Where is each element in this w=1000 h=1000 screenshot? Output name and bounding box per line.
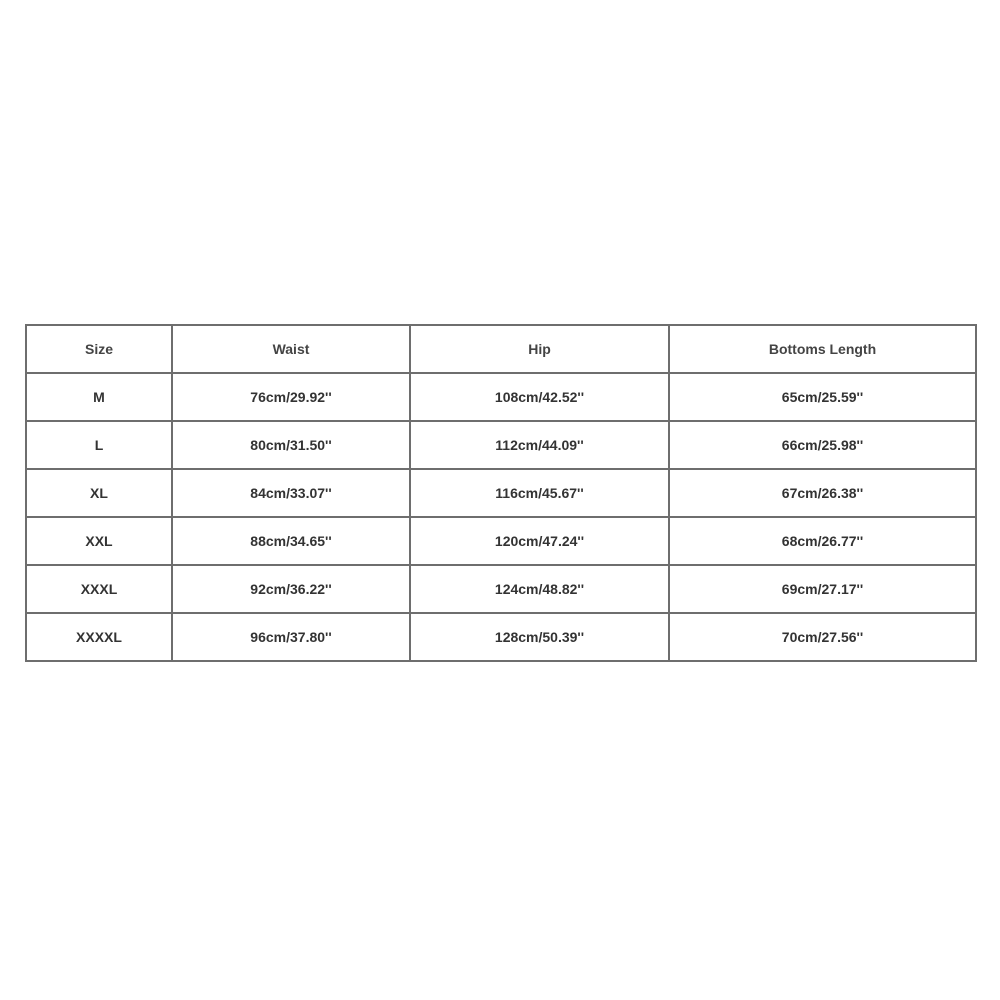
bottoms-length-cell: 66cm/25.98'' [669, 421, 976, 469]
size-cell: L [26, 421, 172, 469]
size-cell: XXXXL [26, 613, 172, 661]
table-row [26, 517, 976, 565]
waist-cell: 76cm/29.92'' [172, 373, 410, 421]
bottoms-length-cell: 70cm/27.56'' [669, 613, 976, 661]
waist-cell: 84cm/33.07'' [172, 469, 410, 517]
hip-cell: 112cm/44.09'' [410, 421, 669, 469]
header-size: Size [26, 325, 172, 373]
hip-cell: 120cm/47.24'' [410, 517, 669, 565]
hip-cell: 108cm/42.52'' [410, 373, 669, 421]
table-row [26, 565, 976, 613]
waist-cell: 96cm/37.80'' [172, 613, 410, 661]
hip-cell: 116cm/45.67'' [410, 469, 669, 517]
bottoms-length-cell: 65cm/25.59'' [669, 373, 976, 421]
size-chart-table [25, 324, 977, 662]
size-cell: XL [26, 469, 172, 517]
table-row [26, 421, 976, 469]
bottoms-length-cell: 67cm/26.38'' [669, 469, 976, 517]
header-waist: Waist [172, 325, 410, 373]
header-bottoms-length: Bottoms Length [669, 325, 976, 373]
size-cell: XXL [26, 517, 172, 565]
size-cell: M [26, 373, 172, 421]
waist-cell: 88cm/34.65'' [172, 517, 410, 565]
hip-cell: 128cm/50.39'' [410, 613, 669, 661]
bottoms-length-cell: 69cm/27.17'' [669, 565, 976, 613]
waist-cell: 92cm/36.22'' [172, 565, 410, 613]
size-cell: XXXL [26, 565, 172, 613]
table-row [26, 469, 976, 517]
header-hip: Hip [410, 325, 669, 373]
waist-cell: 80cm/31.50'' [172, 421, 410, 469]
hip-cell: 124cm/48.82'' [410, 565, 669, 613]
table-header-row [26, 325, 976, 373]
bottoms-length-cell: 68cm/26.77'' [669, 517, 976, 565]
table-row [26, 613, 976, 661]
table-row [26, 373, 976, 421]
